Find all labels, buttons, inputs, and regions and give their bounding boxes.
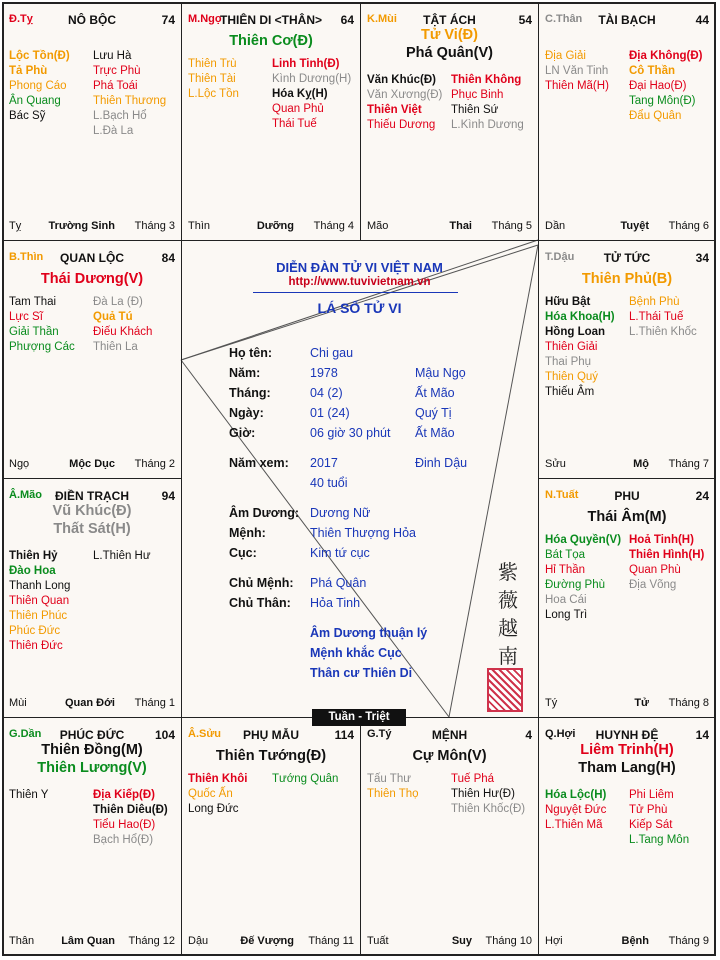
palace-branch: Dần xyxy=(545,220,566,232)
main-star: Cự Môn(V) xyxy=(412,748,487,764)
minor-star: Tuế Phá xyxy=(451,773,495,785)
minor-star: Bạch Hổ(Đ) xyxy=(93,834,154,846)
minor-star: Tam Thai xyxy=(9,296,57,308)
view-year-value: 2017 xyxy=(310,456,338,470)
day-canchi: Quý Tị xyxy=(415,406,452,420)
star-list-right xyxy=(629,533,704,593)
minor-star: Địa Võng xyxy=(629,579,677,591)
star-list-right xyxy=(93,295,152,355)
minor-star: Địa Giải xyxy=(545,50,586,62)
minor-star: Bệnh Phù xyxy=(629,296,680,308)
forum-url[interactable]: http://www.tuvivietnam.vn xyxy=(288,276,431,288)
minor-star: Lưu Hà xyxy=(93,50,132,62)
minor-star: L.Lộc Tồn xyxy=(188,88,239,100)
palace-branch: Mùi xyxy=(9,697,27,709)
palace-dien-trach[interactable] xyxy=(2,478,182,718)
palace-phuc-duc[interactable] xyxy=(2,717,182,956)
palace-branch: Dậu xyxy=(188,935,209,947)
minor-star: Địa Không(Đ) xyxy=(629,50,703,62)
palace-branch: Hợi xyxy=(545,935,563,947)
palace-header xyxy=(543,251,711,267)
palace-age: 44 xyxy=(695,13,709,27)
palace-branch: Sửu xyxy=(545,458,566,470)
palace-month: Tháng 2 xyxy=(134,458,175,470)
main-star: Thiên Đồng(M) xyxy=(41,742,143,758)
seal-stamp xyxy=(487,668,523,712)
star-list-right xyxy=(272,57,351,132)
palace-phu-mau[interactable] xyxy=(181,717,361,956)
chu-menh-label: Chủ Mệnh: xyxy=(229,576,294,590)
palace-age: 114 xyxy=(334,728,354,742)
minor-star: Phi Liêm xyxy=(629,789,674,801)
palace-can-chi: Q.Hợi xyxy=(545,728,576,740)
palace-branch: Tỵ xyxy=(9,220,22,232)
palace-name: TÀI BẠCH xyxy=(598,13,656,27)
palace-name: PHÚC ĐỨC xyxy=(59,728,125,742)
month-value: 04 (2) xyxy=(310,386,343,400)
hour-value: 06 giờ 30 phút xyxy=(310,426,391,440)
minor-star: Linh Tinh(Đ) xyxy=(272,58,340,70)
palace-name: QUAN LỘC xyxy=(60,251,124,265)
note-than-cu: Thân cư Thiên Di xyxy=(310,666,413,680)
minor-star: Thiên Phúc xyxy=(9,610,68,622)
minor-star: Nguyệt Đức xyxy=(545,804,607,816)
palace-footer xyxy=(365,935,534,949)
minor-star: L.Đà La xyxy=(93,125,134,137)
star-list-left xyxy=(9,549,70,654)
minor-star: Thiên Quan xyxy=(9,595,70,607)
minor-star: Lộc Tồn(Đ) xyxy=(9,50,70,62)
palace-month: Tháng 7 xyxy=(668,458,709,470)
minor-star: Thiên Thương xyxy=(93,95,167,107)
palace-branch: Tý xyxy=(545,697,558,709)
minor-star: Thanh Long xyxy=(9,580,71,592)
minor-star: Hoả Tinh(H) xyxy=(629,534,694,546)
minor-star: Long Đức xyxy=(188,803,239,815)
palace-age: 74 xyxy=(161,13,175,27)
star-list-right xyxy=(451,73,524,133)
minor-star: Tấu Thư xyxy=(367,773,411,785)
main-star-secondary: Thất Sát(H) xyxy=(53,521,131,537)
star-list-left xyxy=(9,295,75,355)
minor-star: Thiên Hình(H) xyxy=(629,549,705,561)
main-star: Vũ Khúc(Đ) xyxy=(52,503,132,519)
star-list-right xyxy=(629,295,697,340)
year-value: 1978 xyxy=(310,366,338,380)
minor-star: Thiên Y xyxy=(9,789,49,801)
palace-can-chi: M.Ngọ xyxy=(188,13,222,25)
palace-age: 64 xyxy=(340,13,354,27)
palace-life-stage: Mộ xyxy=(633,458,649,470)
palace-can-chi: B.Thìn xyxy=(9,251,44,263)
minor-star: Thiếu Dương xyxy=(367,119,436,131)
minor-star: Tướng Quân xyxy=(272,773,339,785)
palace-header xyxy=(7,13,177,29)
palace-thien-di[interactable] xyxy=(181,2,361,241)
palace-huynh-de[interactable] xyxy=(538,717,716,956)
year-label: Năm: xyxy=(229,366,261,380)
name-label: Họ tên: xyxy=(229,346,273,360)
minor-star: Kiếp Sát xyxy=(629,819,673,831)
minor-star: Ân Quang xyxy=(9,95,61,107)
palace-tai-bach[interactable] xyxy=(538,2,716,241)
minor-star: Thiên La xyxy=(93,341,138,353)
star-list-right xyxy=(451,772,525,817)
palace-phu[interactable] xyxy=(538,478,716,718)
minor-star: Thiếu Âm xyxy=(545,386,595,398)
palace-branch: Mão xyxy=(367,220,389,232)
note-am-duong: Âm Dương thuận lý xyxy=(310,626,428,640)
minor-star: Tiểu Hao(Đ) xyxy=(93,819,156,831)
palace-name: TẬT ÁCH xyxy=(423,13,476,27)
view-year-label: Năm xem: xyxy=(229,456,289,470)
main-star: Liêm Trinh(H) xyxy=(580,742,674,758)
palace-header xyxy=(543,489,711,505)
minor-star: Thiên Khốc(Đ) xyxy=(451,803,526,815)
main-star-secondary: Thiên Lương(V) xyxy=(37,760,147,776)
palace-footer xyxy=(7,935,177,949)
minor-star: Thiên Mã(H) xyxy=(545,80,609,92)
palace-month: Tháng 9 xyxy=(668,935,709,947)
minor-star: Tang Môn(Đ) xyxy=(629,95,696,107)
palace-month: Tháng 12 xyxy=(128,935,175,947)
palace-footer xyxy=(543,697,711,711)
minor-star: Phúc Đức xyxy=(9,625,61,637)
palace-age: 84 xyxy=(161,251,175,265)
minor-star: Tử Phù xyxy=(629,804,668,816)
month-label: Tháng: xyxy=(229,386,271,400)
star-list-left xyxy=(9,49,70,124)
minor-star: Văn Xương(Đ) xyxy=(367,89,443,101)
minor-star: Quan Phù xyxy=(629,564,681,576)
palace-name: PHU xyxy=(614,489,640,503)
palace-age: 54 xyxy=(518,13,532,27)
palace-footer xyxy=(7,220,177,234)
palace-footer xyxy=(186,220,356,234)
main-star: Tử Vi(Đ) xyxy=(421,27,478,43)
palace-footer xyxy=(543,220,711,234)
minor-star: Thiên Quý xyxy=(545,371,599,383)
minor-star: Tả Phù xyxy=(9,65,48,77)
minor-star: Phượng Các xyxy=(9,341,75,353)
palace-branch: Ngọ xyxy=(9,458,30,470)
year-canchi: Mậu Ngọ xyxy=(415,366,466,380)
menh-label: Mệnh: xyxy=(229,526,266,540)
main-star: Thái Dương(V) xyxy=(40,271,144,287)
palace-can-chi: C.Thân xyxy=(545,13,583,25)
palace-month: Tháng 6 xyxy=(668,220,709,232)
minor-star: Thiên Việt xyxy=(367,104,422,116)
palace-life-stage: Thai xyxy=(449,220,472,232)
palace-age: 24 xyxy=(695,489,709,503)
palace-menh[interactable] xyxy=(360,717,539,956)
chart-title: LÁ SỐ TỬ VI xyxy=(317,300,402,316)
am-duong-value: Dương Nữ xyxy=(310,506,371,520)
palace-can-chi: N.Tuất xyxy=(545,489,579,501)
palace-header xyxy=(365,728,534,744)
palace-footer xyxy=(365,220,534,234)
palace-tu-tuc[interactable] xyxy=(538,240,716,479)
hour-label: Giờ: xyxy=(229,426,256,440)
minor-star: Địa Kiếp(Đ) xyxy=(93,789,155,801)
day-label: Ngày: xyxy=(229,406,264,420)
palace-footer xyxy=(7,458,177,472)
minor-star: Lực Sĩ xyxy=(9,311,43,323)
palace-life-stage: Suy xyxy=(451,935,472,947)
palace-name: THIÊN DI <THÂN> xyxy=(219,13,322,27)
palace-can-chi: Â.Sửu xyxy=(188,728,222,740)
day-value: 01 (24) xyxy=(310,406,350,420)
minor-star: Thiên Giải xyxy=(545,341,598,353)
palace-month: Tháng 3 xyxy=(134,220,175,232)
minor-star: Phong Cáo xyxy=(9,80,67,92)
palace-footer xyxy=(543,935,711,949)
minor-star: Phá Toái xyxy=(93,80,138,92)
palace-footer xyxy=(7,697,177,711)
palace-life-stage: Lâm Quan xyxy=(61,935,115,947)
palace-life-stage: Quan Đới xyxy=(65,697,115,709)
star-list-left xyxy=(9,788,48,803)
minor-star: Giải Thần xyxy=(9,326,59,338)
minor-star: Thiên Hư(Đ) xyxy=(451,788,515,800)
minor-star: L.Bạch Hổ xyxy=(93,110,147,122)
palace-can-chi: Â.Mão xyxy=(9,489,42,501)
minor-star: Thai Phụ xyxy=(545,356,592,368)
minor-star: Phục Binh xyxy=(451,89,504,101)
am-duong-label: Âm Dương: xyxy=(229,506,300,520)
palace-month: Tháng 11 xyxy=(308,935,354,947)
palace-month: Tháng 8 xyxy=(668,697,709,709)
palace-can-chi: K.Mùi xyxy=(367,13,397,25)
minor-star: Thiên Tài xyxy=(188,73,236,85)
minor-star: Đào Hoa xyxy=(9,565,56,577)
palace-age: 94 xyxy=(161,489,175,503)
palace-can-chi: T.Dậu xyxy=(545,251,575,263)
minor-star: Đẩu Quân xyxy=(629,110,682,122)
minor-star: Hóa Lộc(H) xyxy=(545,789,607,801)
palace-month: Tháng 10 xyxy=(485,935,532,947)
palace-name: TỬ TỨC xyxy=(603,251,651,265)
minor-star: Hữu Bật xyxy=(545,296,591,308)
cuc-label: Cục: xyxy=(229,546,257,560)
minor-star: Hóa Kỵ(H) xyxy=(272,88,328,100)
star-list-left xyxy=(188,772,247,817)
palace-month: Tháng 1 xyxy=(134,697,175,709)
minor-star: Hoa Cái xyxy=(545,594,587,606)
minor-star: L.Thiên Hư xyxy=(93,550,151,562)
palace-name: PHỤ MẪU xyxy=(243,728,299,742)
palace-header xyxy=(186,728,356,744)
minor-star: Thiên Diêu(Đ) xyxy=(93,804,168,816)
palace-header xyxy=(7,251,177,267)
main-star: Thiên Phủ(B) xyxy=(581,271,673,287)
palace-tat-ach[interactable] xyxy=(360,2,539,241)
month-canchi: Ất Mão xyxy=(415,386,455,400)
star-list-left xyxy=(367,772,419,802)
star-list-left xyxy=(545,295,615,400)
palace-branch: Thân xyxy=(9,935,35,947)
minor-star: Hồng Loan xyxy=(545,326,606,338)
palace-life-stage: Dưỡng xyxy=(256,220,294,232)
minor-star: Thiên Hỷ xyxy=(9,550,58,562)
main-star: Thiên Cơ(Đ) xyxy=(229,33,313,49)
menh-value: Thiên Thượng Hỏa xyxy=(310,526,416,540)
minor-star: Văn Khúc(Đ) xyxy=(367,74,436,86)
main-star: Thái Âm(M) xyxy=(587,509,667,525)
minor-star: L.Thái Tuế xyxy=(629,311,684,323)
minor-star: Thiên Đức xyxy=(9,640,63,652)
palace-can-chi: G.Tý xyxy=(367,728,392,740)
url-underline xyxy=(253,292,458,293)
chu-than-label: Chủ Thân: xyxy=(229,596,291,610)
note-menh-cuc: Mệnh khắc Cục xyxy=(310,646,402,660)
tuan-triet-label: Tuần - Triệt xyxy=(312,709,406,726)
palace-life-stage: Tuyệt xyxy=(620,220,649,232)
palace-quan-loc[interactable] xyxy=(2,240,182,479)
palace-life-stage: Đế Vượng xyxy=(240,935,294,947)
palace-month: Tháng 4 xyxy=(313,220,354,232)
minor-star: Thái Tuế xyxy=(272,118,317,130)
minor-star: Thiên Không xyxy=(451,74,522,86)
palace-age: 14 xyxy=(695,728,709,742)
palace-name: HUYNH ĐỆ xyxy=(595,728,659,742)
star-list-left xyxy=(545,49,609,94)
palace-footer xyxy=(186,935,356,949)
palace-life-stage: Bệnh xyxy=(621,935,649,947)
minor-star: Hỉ Thần xyxy=(545,564,586,576)
star-list-left xyxy=(545,533,621,623)
star-list-right xyxy=(629,49,702,124)
minor-star: Đại Hao(Đ) xyxy=(629,80,687,92)
minor-star: Quan Phủ xyxy=(272,103,324,115)
center-info-panel xyxy=(181,240,538,717)
palace-header xyxy=(186,13,356,29)
minor-star: L.Thiên Khốc xyxy=(629,326,697,338)
star-list-left xyxy=(545,788,606,833)
calligraphy-text: 紫 薇 越 南 xyxy=(498,560,518,668)
palace-age: 34 xyxy=(695,251,709,265)
forum-title: DIỄN ĐÀN TỬ VI VIỆT NAM xyxy=(276,260,443,275)
palace-branch: Tuất xyxy=(367,935,389,947)
star-list-right xyxy=(93,549,151,564)
minor-star: Thiên Trù xyxy=(188,58,237,70)
minor-star: Hóa Quyền(V) xyxy=(545,534,622,546)
palace-can-chi: Đ.Tỵ xyxy=(9,13,33,25)
palace-life-stage: Trường Sinh xyxy=(48,220,115,232)
star-list-left xyxy=(188,57,239,102)
palace-age: 4 xyxy=(525,728,532,742)
view-year-canchi: Đinh Dậu xyxy=(415,456,468,470)
minor-star: Thiên Sứ xyxy=(451,104,499,116)
minor-star: Thiên Thọ xyxy=(367,788,419,800)
palace-header xyxy=(543,13,711,29)
minor-star: Hóa Khoa(H) xyxy=(545,311,615,323)
palace-name: NÔ BỘC xyxy=(68,13,116,27)
chu-than-value: Hỏa Tinh xyxy=(310,596,361,610)
age-value: 40 tuổi xyxy=(310,476,348,490)
minor-star: L.Thiên Mã xyxy=(545,819,603,831)
minor-star: Kình Dương(H) xyxy=(272,73,352,85)
minor-star: Đường Phù xyxy=(545,579,605,591)
palace-life-stage: Tử xyxy=(634,697,649,709)
chu-menh-value: Phá Quân xyxy=(310,576,367,590)
palace-branch: Thìn xyxy=(188,220,211,232)
palace-month: Tháng 5 xyxy=(491,220,532,232)
main-star: Thiên Tướng(Đ) xyxy=(215,748,327,764)
star-list-left xyxy=(367,73,442,133)
palace-no-boc[interactable] xyxy=(2,2,182,241)
minor-star: Thiên Khôi xyxy=(188,773,248,785)
palace-life-stage: Mộc Dục xyxy=(69,458,115,470)
palace-can-chi: G.Dần xyxy=(9,728,42,740)
palace-name: ĐIỀN TRẠCH xyxy=(55,489,129,503)
minor-star: Quốc Ấn xyxy=(188,788,233,800)
minor-star: Long Trì xyxy=(545,609,588,621)
hour-canchi: Ất Mão xyxy=(415,426,455,440)
star-list-right xyxy=(93,49,166,139)
minor-star: Bát Tọa xyxy=(545,549,586,561)
star-list-right xyxy=(93,788,168,848)
minor-star: Bác Sỹ xyxy=(9,110,46,122)
cuc-value: Kim tứ cục xyxy=(310,546,370,560)
palace-footer xyxy=(543,458,711,472)
main-star-secondary: Tham Lang(H) xyxy=(578,760,676,776)
minor-star: LN Văn Tinh xyxy=(545,65,609,77)
minor-star: Cô Thần xyxy=(629,65,675,77)
minor-star: Đà La (Đ) xyxy=(93,296,143,308)
star-list-right xyxy=(272,772,338,787)
minor-star: Quả Tú xyxy=(93,311,133,323)
name-value: Chi gau xyxy=(310,346,354,360)
minor-star: L.Tang Môn xyxy=(629,834,690,846)
minor-star: L.Kình Dương xyxy=(451,119,524,131)
star-list-right xyxy=(629,788,689,848)
minor-star: Điếu Khách xyxy=(93,326,153,338)
palace-age: 104 xyxy=(154,728,175,742)
main-star-secondary: Phá Quân(V) xyxy=(405,45,493,61)
minor-star: Trực Phù xyxy=(93,65,141,77)
palace-name: MỆNH xyxy=(431,728,468,742)
